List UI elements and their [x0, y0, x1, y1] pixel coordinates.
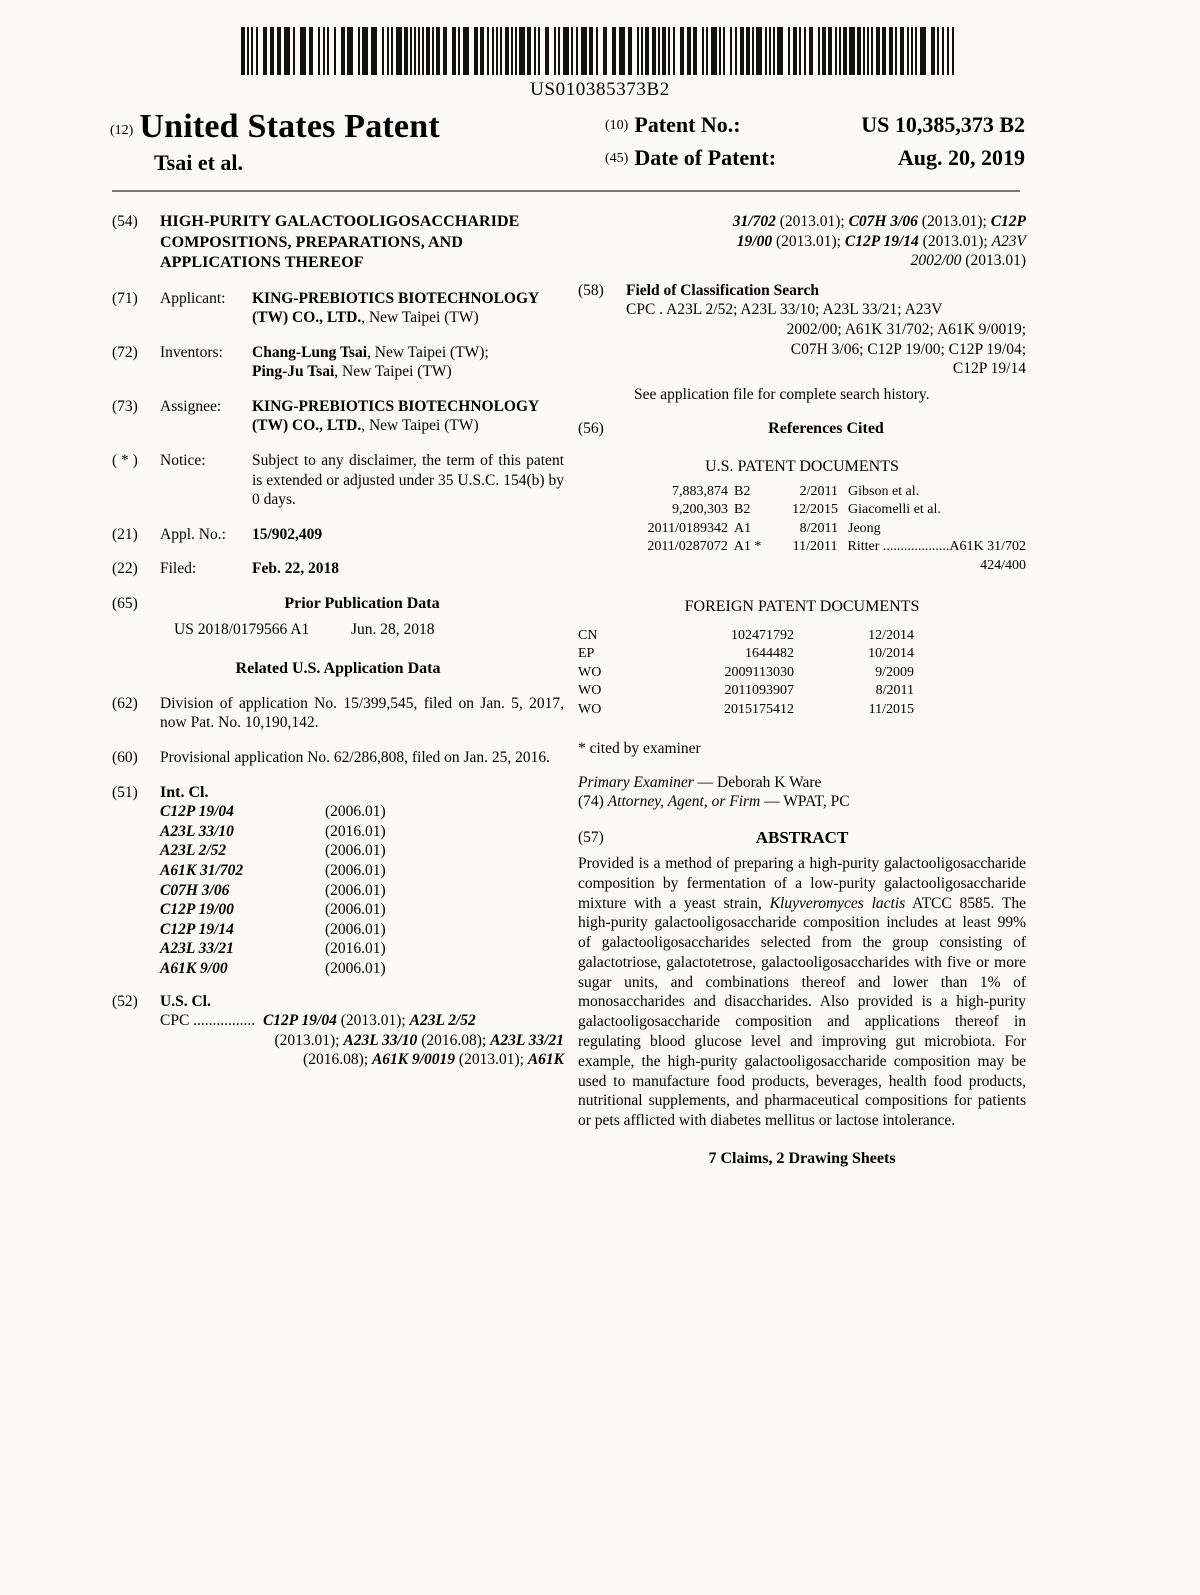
- us-cl-line: [160, 1011, 564, 1031]
- cpc-version: (2013.01);: [775, 213, 849, 230]
- references-cited-heading: References Cited: [768, 420, 884, 438]
- reference-assignee: Ritter ...................: [847, 539, 950, 555]
- int-cl-version: (2016.01): [325, 822, 386, 840]
- assignee-label: Assignee:: [160, 397, 222, 415]
- us-cl-block: [160, 992, 564, 1070]
- related-heading: Related U.S. Application Data: [235, 660, 441, 678]
- barcode-area: [0, 14, 1200, 101]
- field-71-code: (71): [112, 289, 138, 307]
- related-application-data: [112, 659, 564, 679]
- field-51-int-cl: [112, 783, 564, 979]
- applicant-name: KING-PREBIOTICS BIOTECHNOLOGY (TW) CO., LTD.: [252, 289, 539, 327]
- applicant-value: [252, 289, 564, 328]
- foreign-date: 9/2009: [875, 664, 914, 680]
- field-60-provisional: [112, 748, 564, 768]
- filed-label: Filed:: [160, 560, 197, 578]
- int-cl-code: A61K 31/702: [160, 861, 244, 879]
- reference-kind: A1 *: [733, 539, 762, 555]
- foreign-patent-documents-section: [578, 597, 1026, 719]
- int-cl-version: (2006.01): [325, 881, 386, 899]
- left-column: [112, 212, 564, 1085]
- focs-line: C07H 3/06; C12P 19/00; C12P 19/04;: [790, 340, 1026, 358]
- primary-examiner-name: — Deborah K Ware: [693, 773, 822, 791]
- reference-subclass: 424/400: [980, 557, 1026, 573]
- us-cl-line: [160, 1031, 564, 1051]
- focs-line: 2002/00; A61K 31/702; A61K 9/0019;: [786, 320, 1026, 338]
- field-57-code: (57): [578, 828, 604, 846]
- attorney-name: — WPAT, PC: [760, 793, 850, 811]
- field-52-code: (52): [112, 992, 138, 1010]
- country-code: CN: [578, 627, 598, 643]
- patent-number-row: [605, 112, 1025, 138]
- abstract-section: [578, 828, 1026, 1169]
- abstract-heading: ABSTRACT: [755, 827, 849, 847]
- inventors-label: Inventors:: [160, 343, 223, 361]
- field-62-code: (62): [112, 694, 138, 712]
- table-row: [578, 701, 1026, 720]
- barcode-image: [241, 27, 959, 75]
- field-62-division: [112, 694, 564, 733]
- reference-number: 7,883,874: [672, 483, 728, 499]
- cpc-version: (2013.01);: [917, 213, 991, 230]
- us-patent-documents-heading: U.S. PATENT DOCUMENTS: [705, 457, 899, 475]
- inventor-name: Chang-Lung Tsai: [252, 343, 368, 361]
- field-54-title: [112, 212, 564, 274]
- inventor-shortname: Tsai et al.: [154, 150, 244, 175]
- focs-heading: Field of Classification Search: [626, 281, 820, 299]
- int-cl-code: A23L 33/21: [160, 940, 234, 958]
- patent-no-value: US 10,385,373 B2: [861, 112, 1025, 137]
- cpc-cont-line: [578, 251, 1026, 271]
- primary-examiner-line: [578, 773, 1026, 793]
- reference-number: 2011/0287072: [647, 539, 728, 555]
- country-code: WO: [578, 683, 602, 699]
- date-label: Date of Patent:: [634, 145, 777, 170]
- reference-assignee: Jeong: [848, 520, 881, 536]
- table-row: [578, 682, 1026, 701]
- cpc-code: C12P: [990, 213, 1026, 230]
- country-code: EP: [578, 646, 595, 662]
- int-cl-version: (2006.01): [325, 803, 386, 821]
- inventor-name: Ping-Ju Tsai: [252, 363, 335, 381]
- reference-assignee: Giacomelli et al.: [848, 502, 941, 518]
- prior-publication-date: Jun. 28, 2018: [350, 620, 435, 638]
- us-patent-documents-section: [578, 457, 1026, 575]
- appl-no-label: Appl. No.:: [160, 525, 226, 543]
- cpc-continuation: [578, 212, 1026, 271]
- int-cl-version: (2006.01): [325, 901, 386, 919]
- int-cl-heading: Int. Cl.: [160, 783, 209, 801]
- doc-code: (12): [110, 123, 134, 138]
- inventors-value: [252, 343, 564, 382]
- int-cl-version: (2016.01): [325, 940, 386, 958]
- field-56-references-cited: [578, 419, 1026, 439]
- foreign-date: 12/2014: [868, 627, 914, 643]
- header-divider: [112, 190, 1020, 192]
- cpc-code: 31/702: [732, 213, 776, 230]
- field-54-code: (54): [112, 213, 138, 230]
- cpc-code: A23L 33/10: [343, 1031, 418, 1049]
- abstract-part1: Provided is a method of preparing a high-purity galactooligosaccharide composition by fermentation of a low-purity galactooligosaccharide mixture with a yeast strain,: [578, 854, 1026, 912]
- patent-no-code: (10): [605, 118, 629, 133]
- inventor-entry: [252, 343, 564, 363]
- int-cl-code: C07H 3/06: [160, 881, 230, 899]
- int-cl-version: (2006.01): [325, 861, 386, 879]
- division-text: Division of application No. 15/399,545, filed on Jan. 5, 2017, now Pat. No. 10,190,142.: [160, 694, 564, 732]
- field-58-code: (58): [578, 281, 604, 299]
- cpc-version: (2013.01);: [336, 1012, 410, 1030]
- field-52-us-cl: [112, 992, 564, 1070]
- prior-publication-number: US 2018/0179566 A1: [174, 620, 310, 638]
- focs-see-application: See application file for complete search history.: [634, 385, 930, 403]
- cpc-version: (2016.08);: [303, 1051, 372, 1069]
- date-value: Aug. 20, 2019: [897, 145, 1025, 170]
- abstract-text: [578, 854, 1026, 1131]
- field-74-code: (74): [578, 793, 604, 811]
- field-21-appl-no: [112, 525, 564, 545]
- cited-by-examiner-note: * cited by examiner: [578, 740, 701, 758]
- date-code: (45): [605, 151, 629, 166]
- applicant-location: , New Taipei (TW): [361, 309, 479, 327]
- int-cl-code: C12P 19/14: [160, 920, 234, 938]
- cpc-version: (2013.01);: [455, 1051, 528, 1069]
- reference-number: 9,200,303: [672, 502, 728, 518]
- table-row: [578, 483, 1026, 502]
- reference-assignee: Gibson et al.: [848, 483, 920, 499]
- claims-and-sheets: 7 Claims, 2 Drawing Sheets: [708, 1150, 896, 1168]
- foreign-date: 11/2015: [868, 701, 914, 717]
- int-cl-row: [160, 861, 564, 881]
- right-column: [578, 212, 1026, 1184]
- int-cl-row: [160, 822, 564, 842]
- int-cl-row: [160, 841, 564, 861]
- field-71-applicant: [112, 289, 564, 328]
- int-cl-row: [160, 920, 564, 940]
- table-row: [578, 627, 1026, 646]
- cpc-code: A61K: [527, 1051, 564, 1069]
- field-56-code: (56): [578, 420, 604, 438]
- patent-header: [110, 108, 1025, 186]
- assignee-name: KING-PREBIOTICS BIOTECHNOLOGY (TW) CO., LTD.: [252, 397, 539, 435]
- field-72-code: (72): [112, 343, 138, 361]
- field-22-code: (22): [112, 560, 138, 578]
- table-row: [578, 645, 1026, 664]
- field-73-code: (73): [112, 397, 138, 415]
- inventor-location: , New Taipei (TW);: [367, 343, 489, 361]
- foreign-number: 1644482: [745, 646, 794, 662]
- abstract-heading-row: [578, 828, 1026, 850]
- filed-value: Feb. 22, 2018: [252, 560, 339, 578]
- table-row: [578, 538, 1026, 557]
- cpc-code: 19/00: [736, 232, 773, 250]
- cpc-code: C12P 19/14: [844, 232, 919, 250]
- attorney-label: Attorney, Agent, or Firm: [607, 793, 761, 811]
- field-notice: [112, 451, 564, 510]
- field-51-code: (51): [112, 783, 138, 801]
- header-left: [110, 108, 440, 176]
- foreign-date: 10/2014: [868, 646, 914, 662]
- reference-kind: A1: [734, 520, 752, 536]
- table-row: [578, 501, 1026, 520]
- reference-kind: B2: [734, 502, 751, 518]
- assignee-value: [252, 397, 564, 436]
- notice-code: ( * ): [112, 452, 138, 470]
- table-row: [578, 520, 1026, 539]
- reference-date: 11/2011: [792, 539, 838, 555]
- us-patent-documents-table: [578, 483, 1026, 576]
- patent-title-block: [110, 108, 440, 146]
- cpc-version: (2016.08);: [417, 1031, 491, 1049]
- int-cl-version: (2006.01): [325, 842, 386, 860]
- foreign-number: 2011093907: [724, 683, 794, 699]
- prior-publication-row: [174, 620, 564, 640]
- cpc-version: (2013.01);: [274, 1031, 344, 1049]
- focs-line: C12P 19/14: [952, 360, 1026, 378]
- field-65-prior-publication: [112, 594, 564, 639]
- reference-number: 2011/0189342: [647, 520, 728, 536]
- int-cl-row: [160, 881, 564, 901]
- reference-classification: A61K 31/702: [949, 539, 1027, 555]
- abstract-organism-name: Kluyveromyces lactis: [769, 894, 906, 912]
- field-21-code: (21): [112, 525, 138, 543]
- foreign-patent-documents-table: [578, 627, 1026, 720]
- notice-label: Notice:: [160, 452, 206, 470]
- int-cl-row: [160, 802, 564, 822]
- patent-date-row: [605, 145, 1025, 171]
- barcode-number: US010385373B2: [530, 79, 670, 100]
- int-cl-code: A61K 9/00: [160, 959, 228, 977]
- reference-date: 2/2011: [799, 483, 838, 499]
- int-cl-row: [160, 939, 564, 959]
- focs-line: CPC . A23L 2/52; A23L 33/10; A23L 33/21; A23V: [626, 301, 943, 319]
- cpc-cont-line: [578, 232, 1026, 252]
- int-cl-row: [160, 959, 564, 979]
- cpc-code: A23V: [991, 232, 1026, 250]
- reference-kind: B2: [734, 483, 751, 499]
- us-cl-heading: U.S. Cl.: [160, 992, 211, 1010]
- prior-publication-heading: Prior Publication Data: [284, 595, 440, 613]
- cpc-version: (2013.01);: [772, 232, 845, 250]
- cpc-cont-line: [578, 212, 1026, 232]
- applicant-label: Applicant:: [160, 289, 226, 307]
- int-cl-code: C12P 19/00: [160, 901, 234, 919]
- cpc-code: A23L 2/52: [409, 1012, 476, 1030]
- table-row: [578, 664, 1026, 683]
- field-73-assignee: [112, 397, 564, 436]
- foreign-patent-documents-heading: FOREIGN PATENT DOCUMENTS: [684, 598, 920, 616]
- attorney-line: [578, 792, 1026, 812]
- focs-block: [626, 281, 1026, 379]
- us-cl-line: [160, 1050, 564, 1070]
- field-72-inventors: [112, 343, 564, 382]
- cpc-code: A61K 9/0019: [371, 1051, 456, 1069]
- cpc-code: C07H 3/06: [848, 213, 918, 230]
- field-22-filed: [112, 559, 564, 579]
- cpc-version: (2013.01);: [918, 232, 992, 250]
- examiner-block: [578, 739, 1026, 812]
- foreign-number: 102471792: [731, 627, 794, 643]
- foreign-date: 8/2011: [875, 683, 914, 699]
- int-cl-row: [160, 900, 564, 920]
- int-cl-code: A23L 2/52: [160, 842, 227, 860]
- field-65-code: (65): [112, 595, 138, 613]
- abstract-part2: ATCC 8585. The high-purity galactooligosaccharide composition includes at least 99% of galactooligosaccharides selected from the group consisting of galactotriose, galactotetrose, galactooligosaccharides with five or more sugar units, and combinations thereof and lower than 1% of monosaccharides and disaccharides. Also provided is a high-purity galactooligosaccharide composition and applications thereof in regulating blood glucose level and improving gut microbiota. For example, the high-purity galactooligosaccharide composition may be used to manufacture food products, beverages, health food products, nutritional supplements, and pharmaceutical compositions for patients or pets afflicted with diabetes mellitus or lactose intolerance.: [578, 894, 1026, 1130]
- int-cl-code: C12P 19/04: [160, 803, 234, 821]
- header-right: [605, 112, 1025, 178]
- int-cl-table: [160, 783, 564, 979]
- invention-title: HIGH-PURITY GALACTOOLIGOSACCHARIDE COMPOSITIONS, PREPARATIONS, AND APPLICATIONS THEREOF: [160, 213, 520, 271]
- foreign-number: 2009113030: [724, 664, 794, 680]
- cpc-version: (2013.01): [961, 252, 1026, 270]
- page-title: United States Patent: [139, 108, 440, 145]
- int-cl-code: A23L 33/10: [160, 822, 234, 840]
- field-58-field-of-search: [578, 281, 1026, 405]
- patent-no-label: Patent No.:: [634, 112, 741, 137]
- int-cl-version: (2006.01): [325, 920, 386, 938]
- int-cl-version: (2006.01): [325, 959, 386, 977]
- provisional-text: Provisional application No. 62/286,808, filed on Jan. 25, 2016.: [160, 749, 551, 766]
- inventor-entry: [252, 362, 564, 382]
- foreign-number: 2015175412: [724, 701, 794, 717]
- notice-text: Subject to any disclaimer, the term of this patent is extended or adjusted under 35 U.S.C. 154(b) by 0 days.: [252, 452, 564, 509]
- inventor-location: , New Taipei (TW): [334, 363, 452, 381]
- cpc-code: A23L 33/21: [490, 1031, 564, 1049]
- country-code: WO: [578, 664, 602, 680]
- assignee-location: , New Taipei (TW): [361, 417, 479, 435]
- cpc-prefix: CPC ................: [160, 1012, 256, 1030]
- cpc-code: 2002/00: [910, 252, 962, 270]
- field-60-code: (60): [112, 749, 138, 766]
- reference-date: 8/2011: [799, 520, 838, 536]
- country-code: WO: [578, 701, 602, 717]
- cpc-code: C12P 19/04: [262, 1012, 337, 1030]
- primary-examiner-label: Primary Examiner: [578, 773, 694, 791]
- reference-date: 12/2015: [792, 502, 838, 518]
- appl-no-value: 15/902,409: [252, 525, 323, 543]
